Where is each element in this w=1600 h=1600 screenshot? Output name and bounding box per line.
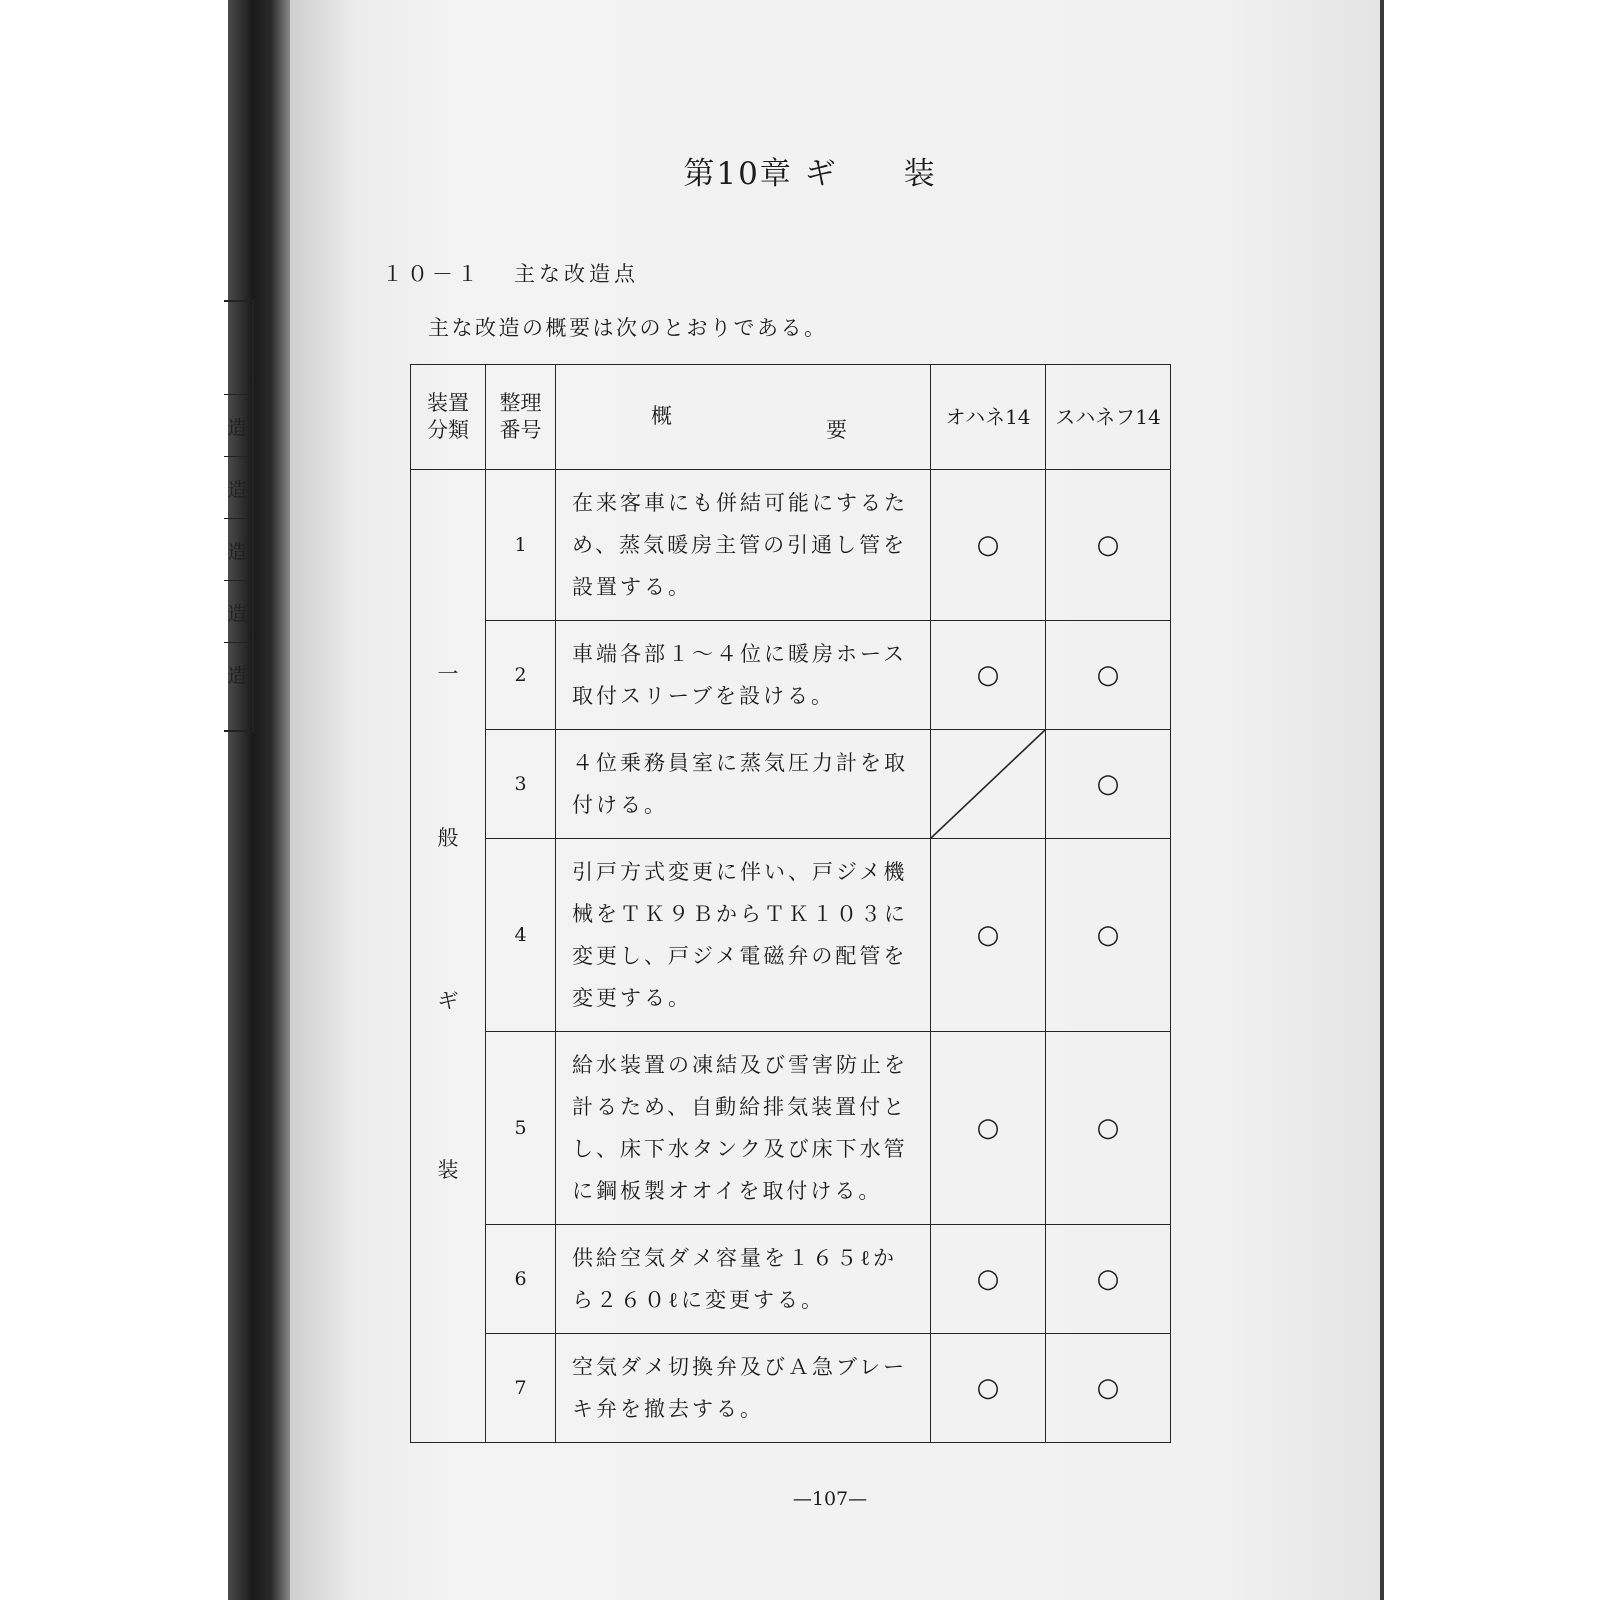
row-number: 7 xyxy=(486,1334,556,1443)
header-suhanefu14: スハネフ14 xyxy=(1046,365,1171,470)
section-number: １０－１ xyxy=(382,262,482,286)
header-number-line2: 番号 xyxy=(499,418,542,442)
row-summary: 引戸方式変更に伴い、戸ジメ機械をＴＫ９ＢからＴＫ１０３に変更し、戸ジメ電磁弁の配管を変更する。 xyxy=(556,839,931,1032)
table-row xyxy=(411,1032,1171,1225)
scan-left-margin xyxy=(0,0,228,1600)
ohane-not-applicable-cell xyxy=(931,730,1046,839)
index-tab: 造 xyxy=(224,518,250,581)
row-number: 5 xyxy=(486,1032,556,1225)
header-category-line2: 分類 xyxy=(427,418,469,442)
header-summary-part1: 概 xyxy=(651,404,672,428)
index-tab: 造 xyxy=(224,642,250,705)
index-tab: 造 xyxy=(224,580,250,643)
ohane-mark: ○ xyxy=(931,1032,1046,1225)
suhanefu-mark: ○ xyxy=(1046,621,1171,730)
row-summary: 供給空気ダメ容量を１６５ℓから２６０ℓに変更する。 xyxy=(556,1225,931,1334)
ohane-mark: ○ xyxy=(931,839,1046,1032)
table-row xyxy=(411,621,1171,730)
row-summary: ４位乗務員室に蒸気圧力計を取付ける。 xyxy=(556,730,931,839)
diagonal-slash-icon xyxy=(931,730,1045,838)
suhanefu-mark: ○ xyxy=(1046,839,1171,1032)
row-number: 6 xyxy=(486,1225,556,1334)
suhanefu-mark: ○ xyxy=(1046,1225,1171,1334)
ohane-mark: ○ xyxy=(931,1334,1046,1443)
chapter-title: 第10章 ギ 装 xyxy=(683,156,937,192)
header-summary-part2: 要 xyxy=(826,418,847,442)
row-summary: 給水装置の凍結及び雪害防止を計るため、自動給排気装置付とし、床下水タンク及び床下水管に鋼板製オオイを取付ける。 xyxy=(556,1032,931,1225)
category-char: 般 xyxy=(437,826,459,850)
section-title: 主な改造点 xyxy=(514,262,640,286)
row-number: 2 xyxy=(486,621,556,730)
intro-text: 主な改造の概要は次のとおりである。 xyxy=(428,316,828,340)
row-summary: 空気ダメ切換弁及びＡ急ブレーキ弁を撤去する。 xyxy=(556,1334,931,1443)
left-page-index-tabs xyxy=(224,300,254,732)
index-tab: 造 xyxy=(224,456,250,519)
ohane-mark: ○ xyxy=(931,470,1046,621)
header-number-line1: 整理 xyxy=(499,391,542,415)
header-category-line1: 装置 xyxy=(427,391,469,415)
page-number: —107— xyxy=(792,1488,868,1510)
modification-summary-table xyxy=(410,364,1171,1443)
section-heading xyxy=(382,258,639,288)
row-summary: 車端各部１〜４位に暖房ホース取付スリーブを設ける。 xyxy=(556,621,931,730)
ohane-mark: ○ xyxy=(931,621,1046,730)
header-category xyxy=(411,365,486,470)
header-number xyxy=(486,365,556,470)
table-row xyxy=(411,470,1171,621)
row-number: 4 xyxy=(486,839,556,1032)
category-char: 装 xyxy=(437,1158,459,1182)
header-ohane14: オハネ14 xyxy=(931,365,1046,470)
suhanefu-mark: ○ xyxy=(1046,1334,1171,1443)
row-summary: 在来客車にも併結可能にするため、蒸気暖房主管の引通し管を設置する。 xyxy=(556,470,931,621)
page-edge xyxy=(1380,0,1384,1600)
suhanefu-mark: ○ xyxy=(1046,730,1171,839)
suhanefu-mark: ○ xyxy=(1046,470,1171,621)
index-tab: 造 xyxy=(224,394,250,457)
table-row xyxy=(411,839,1171,1032)
table-row xyxy=(411,1225,1171,1334)
table-row xyxy=(411,1334,1171,1443)
category-char: 一 xyxy=(437,662,459,686)
header-summary xyxy=(556,365,931,470)
suhanefu-mark: ○ xyxy=(1046,1032,1171,1225)
row-number: 1 xyxy=(486,470,556,621)
table-row xyxy=(411,730,1171,839)
table-header-row xyxy=(411,365,1171,470)
ohane-mark: ○ xyxy=(931,1225,1046,1334)
row-number: 3 xyxy=(486,730,556,839)
category-cell xyxy=(411,470,486,1443)
book-spine-shadow xyxy=(228,0,290,1600)
category-char: ギ xyxy=(437,989,459,1013)
